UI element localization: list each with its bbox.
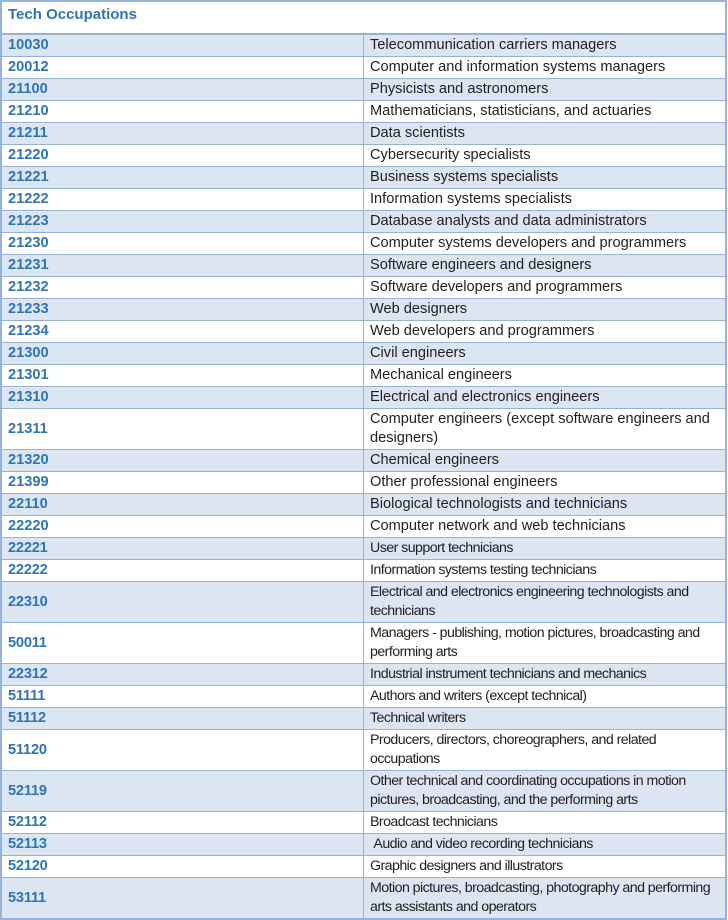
description-cell: Cybersecurity specialists xyxy=(364,145,727,167)
description-cell: Physicists and astronomers xyxy=(364,79,727,101)
description-cell: Business systems specialists xyxy=(364,167,727,189)
table-row xyxy=(1,878,726,920)
table-row xyxy=(1,708,726,730)
description-cell: Chemical engineers xyxy=(364,450,727,472)
code-cell: 21231 xyxy=(1,255,364,277)
table-row xyxy=(1,189,726,211)
code-cell: 52119 xyxy=(1,771,364,812)
description-cell: Civil engineers xyxy=(364,343,727,365)
table-row xyxy=(1,387,726,409)
code-cell: 22110 xyxy=(1,494,364,516)
description-cell: Telecommunication carriers managers xyxy=(364,34,727,57)
table-row xyxy=(1,582,726,623)
code-cell: 21210 xyxy=(1,101,364,123)
table-row xyxy=(1,101,726,123)
table-row xyxy=(1,409,726,450)
description-cell: Technical writers xyxy=(364,708,727,730)
table-row xyxy=(1,365,726,387)
table-row xyxy=(1,560,726,582)
code-cell: 21230 xyxy=(1,233,364,255)
table-row xyxy=(1,771,726,812)
description-cell: Computer network and web technicians xyxy=(364,516,727,538)
description-cell: Computer systems developers and programmers xyxy=(364,233,727,255)
table-row xyxy=(1,123,726,145)
code-cell: 22221 xyxy=(1,538,364,560)
code-cell: 21223 xyxy=(1,211,364,233)
table-row xyxy=(1,450,726,472)
code-cell: 21100 xyxy=(1,79,364,101)
description-cell: Electrical and electronics engineers xyxy=(364,387,727,409)
description-cell: Audio and video recording technicians xyxy=(364,834,727,856)
description-cell: Web designers xyxy=(364,299,727,321)
description-cell: Biological technologists and technicians xyxy=(364,494,727,516)
table-row xyxy=(1,233,726,255)
table-row xyxy=(1,516,726,538)
code-cell: 20012 xyxy=(1,57,364,79)
table-row xyxy=(1,321,726,343)
description-cell: Mechanical engineers xyxy=(364,365,727,387)
code-cell: 52112 xyxy=(1,812,364,834)
description-cell: Mathematicians, statisticians, and actuaries xyxy=(364,101,727,123)
code-cell: 10030 xyxy=(1,34,364,57)
table-row xyxy=(1,167,726,189)
code-cell: 21234 xyxy=(1,321,364,343)
code-cell: 21221 xyxy=(1,167,364,189)
header-row xyxy=(1,1,726,34)
code-cell: 21311 xyxy=(1,409,364,450)
description-cell: Broadcast technicians xyxy=(364,812,727,834)
code-cell: 50011 xyxy=(1,623,364,664)
code-cell: 52120 xyxy=(1,856,364,878)
description-cell: Computer and information systems managers xyxy=(364,57,727,79)
table-row xyxy=(1,277,726,299)
description-cell: Information systems testing technicians xyxy=(364,560,727,582)
description-cell: Industrial instrument technicians and mechanics xyxy=(364,664,727,686)
code-cell: 51120 xyxy=(1,730,364,771)
description-cell: Other professional engineers xyxy=(364,472,727,494)
code-cell: 22312 xyxy=(1,664,364,686)
code-cell: 21301 xyxy=(1,365,364,387)
code-cell: 22310 xyxy=(1,582,364,623)
description-cell: Graphic designers and illustrators xyxy=(364,856,727,878)
table-row xyxy=(1,34,726,57)
table-row xyxy=(1,538,726,560)
table-row xyxy=(1,686,726,708)
code-cell: 22220 xyxy=(1,516,364,538)
description-cell: Authors and writers (except technical) xyxy=(364,686,727,708)
table-title: Tech Occupations xyxy=(1,1,726,34)
code-cell: 21232 xyxy=(1,277,364,299)
description-cell: Software developers and programmers xyxy=(364,277,727,299)
code-cell: 51111 xyxy=(1,686,364,708)
description-cell: Web developers and programmers xyxy=(364,321,727,343)
code-cell: 21320 xyxy=(1,450,364,472)
code-cell: 21233 xyxy=(1,299,364,321)
table-row xyxy=(1,623,726,664)
occupations-table-body xyxy=(1,34,726,919)
code-cell: 53111 xyxy=(1,878,364,920)
table-row xyxy=(1,812,726,834)
table-row xyxy=(1,255,726,277)
code-cell: 52113 xyxy=(1,834,364,856)
table-row xyxy=(1,211,726,233)
table-row xyxy=(1,79,726,101)
code-cell: 21222 xyxy=(1,189,364,211)
description-cell: Producers, directors, choreographers, and related occupations xyxy=(364,730,727,771)
table-row xyxy=(1,494,726,516)
code-cell: 22222 xyxy=(1,560,364,582)
table-row xyxy=(1,472,726,494)
description-cell: Computer engineers (except software engineers and designers) xyxy=(364,409,727,450)
description-cell: Motion pictures, broadcasting, photography and performing arts assistants and operators xyxy=(364,878,727,920)
table-row xyxy=(1,730,726,771)
description-cell: Database analysts and data administrators xyxy=(364,211,727,233)
code-cell: 21300 xyxy=(1,343,364,365)
table-row xyxy=(1,145,726,167)
code-cell: 51112 xyxy=(1,708,364,730)
code-cell: 21211 xyxy=(1,123,364,145)
code-cell: 21220 xyxy=(1,145,364,167)
table-header xyxy=(1,1,726,34)
description-cell: Managers - publishing, motion pictures, broadcasting and performing arts xyxy=(364,623,727,664)
description-cell: User support technicians xyxy=(364,538,727,560)
table-row xyxy=(1,664,726,686)
description-cell: Information systems specialists xyxy=(364,189,727,211)
description-cell: Other technical and coordinating occupations in motion pictures, broadcasting, and the performing arts xyxy=(364,771,727,812)
table-row xyxy=(1,834,726,856)
description-cell: Data scientists xyxy=(364,123,727,145)
code-cell: 21399 xyxy=(1,472,364,494)
table-row xyxy=(1,299,726,321)
table-row xyxy=(1,856,726,878)
table-row xyxy=(1,343,726,365)
code-cell: 21310 xyxy=(1,387,364,409)
table-row xyxy=(1,57,726,79)
description-cell: Electrical and electronics engineering technologists and technicians xyxy=(364,582,727,623)
description-cell: Software engineers and designers xyxy=(364,255,727,277)
